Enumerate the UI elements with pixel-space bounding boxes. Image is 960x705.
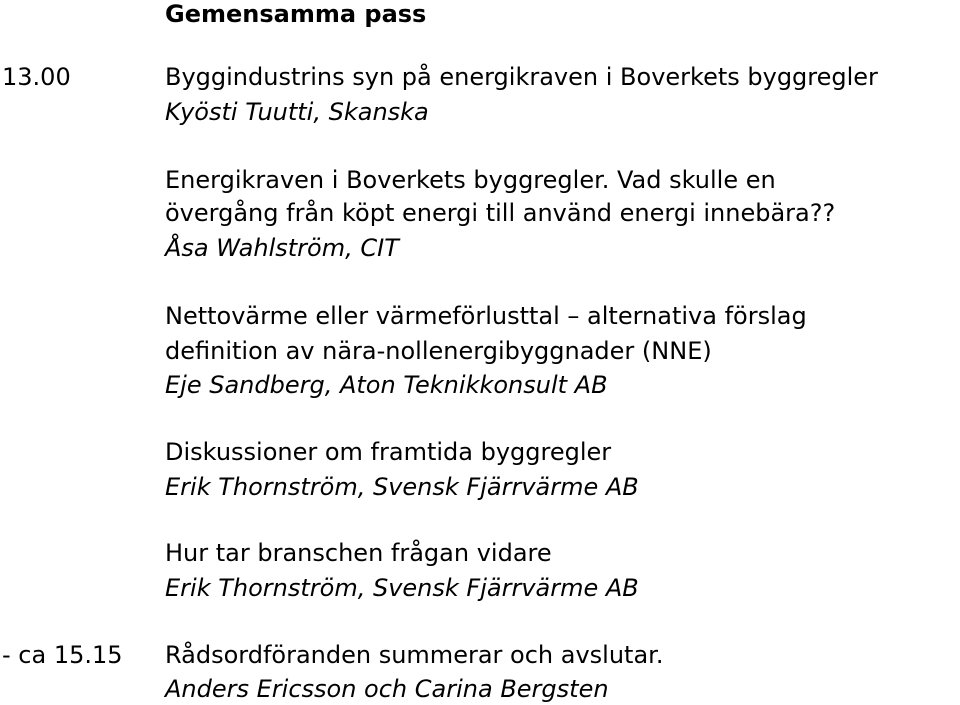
agenda-item-speaker: Åsa Wahlström, CIT [165,234,399,262]
agenda-item-title: Hur tar branschen frågan vidare [165,539,552,567]
agenda-item-title: övergång från köpt energi till använd energi innebära?? [165,199,836,227]
agenda-item-title: Byggindustrins syn på energikraven i Boverkets byggregler [165,63,878,91]
agenda-item-speaker: Eje Sandberg, Aton Teknikkonsult AB [165,371,608,399]
agenda-item-title: Nettovärme eller värmeförlusttal – alternativa förslag [165,302,807,330]
session-start-time: 13.00 [2,63,71,91]
agenda-item-speaker: Erik Thornström, Svensk Fjärrvärme AB [165,473,639,501]
closing-speaker: Anders Ericsson och Carina Bergsten [165,675,609,703]
closing-time: - ca 15.15 [2,641,123,669]
section-heading: Gemensamma pass [165,0,427,28]
closing-title: Rådsordföranden summerar och avslutar. [165,641,664,669]
agenda-item-speaker: Kyösti Tuutti, Skanska [165,98,429,126]
agenda-item-speaker: Erik Thornström, Svensk Fjärrvärme AB [165,574,639,602]
agenda-item-title: Diskussioner om framtida byggregler [165,438,612,466]
agenda-item-title: definition av nära-nollenergibyggnader (NNE) [165,337,712,365]
agenda-item-title: Energikraven i Boverkets byggregler. Vad skulle en [165,166,776,194]
